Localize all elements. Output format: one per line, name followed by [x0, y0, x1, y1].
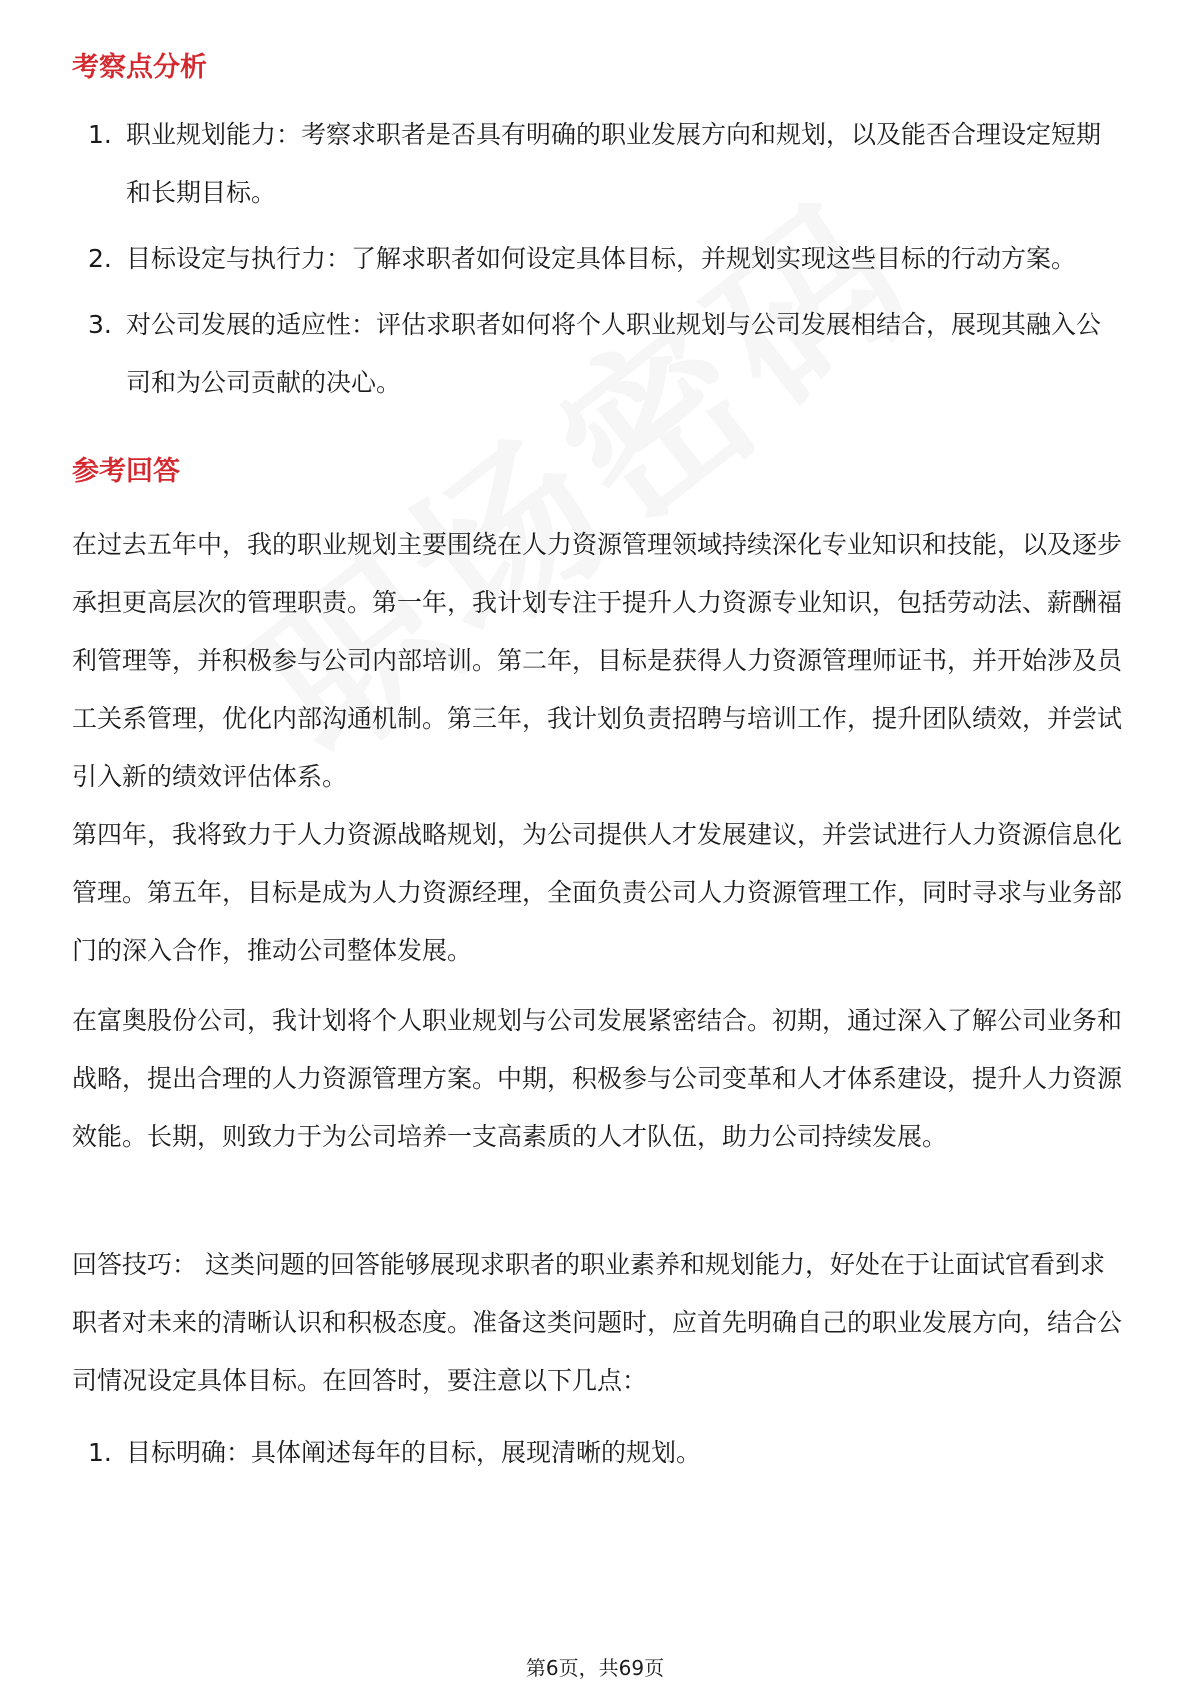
list-item-number: 3. [88, 310, 112, 339]
answer-paragraph: 在过去五年中，我的职业规划主要围绕在人力资源管理领域持续深化专业知识和技能，以及逐步承担更高层次的管理职责。第一年，我计划专注于提升人力资源专业知识，包括劳动法、薪酬福利管理等，并积极参与公司内部培训。第二年，目标是获得人力资源管理师证书，并开始涉及员工关系管理，优化内部沟通机制。第三年，我计划负责招聘与培训工作，提升团队绩效，并尝试引入新的绩效评估体系。 [72, 530, 1123, 791]
list-item [72, 230, 1122, 288]
list-item-text: 对公司发展的适应性：评估求职者如何将个人职业规划与公司发展相结合，展现其融入公司和为公司贡献的决心。 [126, 310, 1102, 397]
list-item-text: 目标设定与执行力：了解求职者如何设定具体目标，并规划实现这些目标的行动方案。 [126, 244, 1077, 273]
answer-tips-paragraph: 回答技巧： 这类问题的回答能够展现求职者的职业素养和规划能力，好处在于让面试官看到求职者对未来的清晰认识和积极态度。准备这类问题时，应首先明确自己的职业发展方向，结合公司情况设定具体目标。在回答时，要注意以下几点： [72, 1250, 1123, 1395]
list-item-text: 职业规划能力：考察求职者是否具有明确的职业发展方向和规划，以及能否合理设定短期和长期目标。 [126, 120, 1102, 207]
list-item-text: 目标明确：具体阐述每年的目标，展现清晰的规划。 [126, 1438, 702, 1467]
list-item [72, 1424, 1122, 1482]
answer-paragraph: 第四年，我将致力于人力资源战略规划，为公司提供人才发展建议，并尝试进行人力资源信息化管理。第五年，目标是成为人力资源经理，全面负责公司人力资源管理工作，同时寻求与业务部门的深入合作，推动公司整体发展。 [72, 820, 1123, 965]
tips-list [72, 1424, 1122, 1490]
list-item-number: 1. [88, 120, 112, 149]
section-title-answer: 参考回答 [72, 456, 180, 487]
page-number: 第6页，共69页 [525, 1656, 665, 1680]
answer-paragraph: 在富奥股份公司，我计划将个人职业规划与公司发展紧密结合。初期，通过深入了解公司业务和战略，提出合理的人力资源管理方案。中期，积极参与公司变革和人才体系建设，提升人力资源效能。长期，则致力于为公司培养一支高素质的人才队伍，助力公司持续发展。 [72, 1006, 1123, 1151]
section-title-analysis: 考察点分析 [72, 52, 207, 83]
list-item-number: 1. [88, 1438, 112, 1467]
list-item [72, 106, 1122, 222]
list-item [72, 296, 1122, 412]
analysis-list [72, 106, 1122, 420]
list-item-number: 2. [88, 244, 112, 273]
